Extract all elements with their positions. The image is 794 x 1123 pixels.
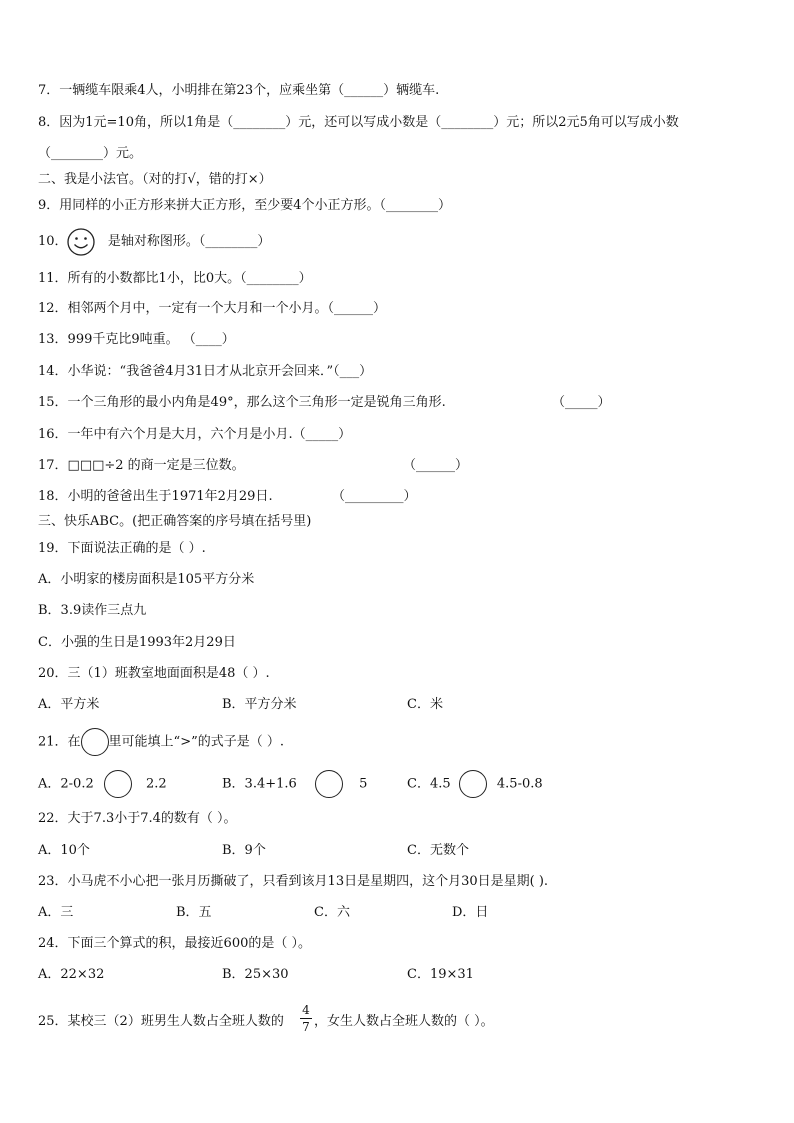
fraction-bar [300,1018,312,1019]
question-23: 23．小马虎不小心把一张月历撕破了，只看到该月13日是星期四，这个月30日是星期( ). [38,874,549,889]
question-22-option-b: B．9个 [222,843,266,858]
question-18-blank: （_________） [332,489,417,504]
question-21-option-b [222,770,367,798]
blank-circle [104,770,132,798]
blank-circle [81,728,109,756]
question-21-option-a [38,770,167,798]
fraction-four-sevenths [300,1003,312,1034]
question-21-prefix: 21．在 [38,734,81,750]
question-19-option-b: B．3.9读作三点九 [38,603,147,618]
option-b-left: B．3.4+1.6 [222,776,297,792]
question-19-option-c: C．小强的生日是1993年2月29日 [38,635,236,650]
question-21 [38,728,284,756]
question-19-option-a: A．小明家的楼房面积是105平方分米 [38,572,255,587]
option-c-left: C．4.5 [407,776,451,792]
question-25-prefix: 25．某校三（2）班男生人数占全班人数的 [38,1014,284,1029]
question-22-option-a: A．10个 [38,843,90,858]
smiley-face-icon [66,227,96,257]
question-20: 20．三（1）班教室地面面积是48（ ）. [38,666,270,681]
question-13: 13．999千克比9吨重。 （____） [38,332,235,347]
question-24-option-c: C．19×31 [407,967,474,982]
blank-circle [315,770,343,798]
question-20-option-c: C．米 [407,697,443,712]
question-20-option-b: B．平方分米 [222,697,297,712]
question-9: 9．用同样的小正方形来拼大正方形，至少要4个小正方形。（________） [38,198,452,213]
question-24: 24．下面三个算式的积，最接近600的是（ ）。 [38,936,311,951]
blank-circle [459,770,487,798]
option-b-right: 5 [359,776,368,792]
question-18: 18．小明的爸爸出生于1971年2月29日. [38,489,273,504]
question-17-blank: （______） [403,458,469,473]
section-3-heading: 三、快乐ABC。(把正确答案的序号填在括号里) [38,514,312,529]
fraction-denominator: 7 [302,1020,310,1034]
question-11: 11．所有的小数都比1小，比0大。（________） [38,271,312,286]
question-15: 15．一个三角形的最小内角是49°，那么这个三角形一定是锐角三角形. [38,395,446,410]
question-21-suffix: 里可能填上“>”的式子是（ ）. [108,734,284,750]
question-23-option-b: B．五 [176,905,212,920]
question-25-suffix: ，女生人数占全班人数的（ ）。 [314,1014,494,1029]
question-17: 17．□□□÷2 的商一定是三位数。 [38,458,245,473]
fraction-numerator: 4 [302,1003,310,1017]
question-8-line1: 8．因为1元=10角，所以1角是（________）元，还可以写成小数是（________）元；所以2元5角可以写成小数 [38,115,679,130]
question-7: 7．一辆缆车限乘4人，小明排在第23个，应乘坐第（______）辆缆车. [38,83,440,98]
question-22-option-c: C．无数个 [407,843,469,858]
question-8-line2: （________）元。 [38,146,143,161]
question-23-option-c: C．六 [314,905,350,920]
question-20-option-a: A．平方米 [38,697,100,712]
question-24-option-a: A．22×32 [38,967,105,982]
question-19: 19．下面说法正确的是（ ）. [38,541,206,556]
option-a-left: A．2-0.2 [38,776,94,792]
question-16: 16．一年中有六个月是大月，六个月是小月.（_____） [38,427,352,442]
question-10-text: 是轴对称图形。（________） [107,234,271,249]
question-24-option-b: B．25×30 [222,967,289,982]
question-23-option-a: A．三 [38,905,74,920]
question-21-option-c [407,770,543,798]
question-23-option-d: D．日 [452,905,489,920]
option-c-right: 4.5-0.8 [496,776,543,792]
section-2-heading: 二、我是小法官。（对的打√，错的打×） [38,172,272,187]
option-a-right: 2.2 [146,776,167,792]
question-10-number: 10． [38,234,68,249]
question-22: 22．大于7.3小于7.4的数有（ ）。 [38,811,237,826]
question-15-blank: （_____） [552,395,611,410]
question-12: 12．相邻两个月中，一定有一个大月和一个小月。（______） [38,301,387,316]
question-14: 14．小华说：“我爸爸4月31日才从北京开会回来．”（___） [38,364,373,379]
